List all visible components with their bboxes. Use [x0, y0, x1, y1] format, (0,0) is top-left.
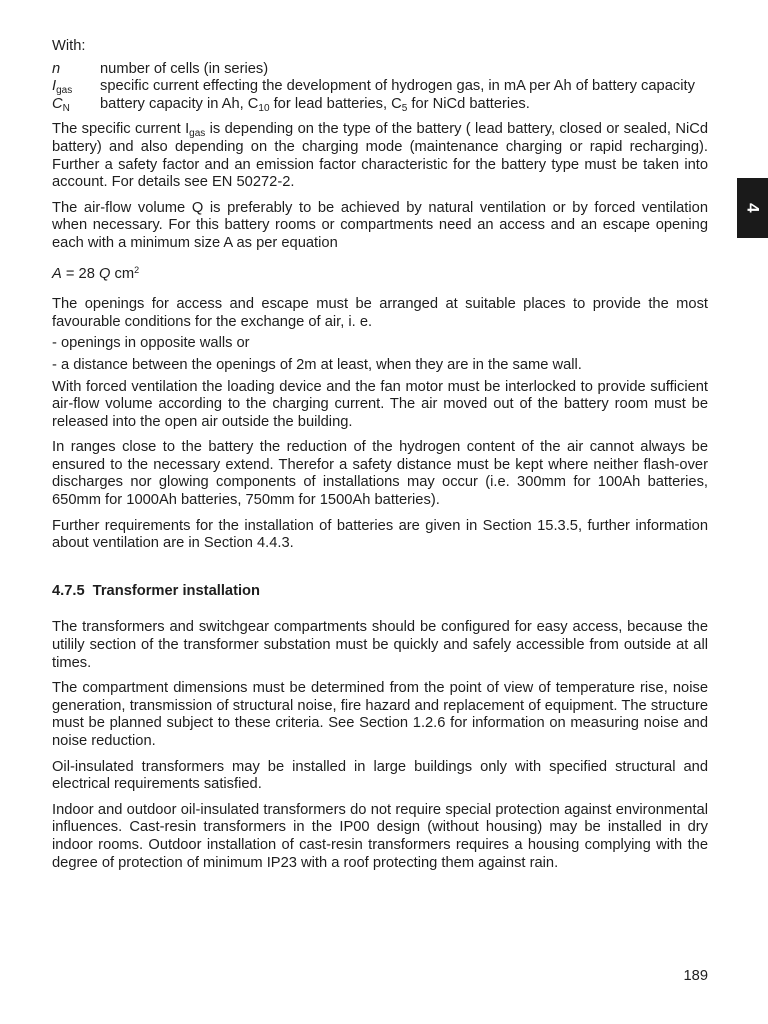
symbol-list — [52, 61, 708, 114]
intro-label: With: — [52, 38, 86, 54]
equation: A = 28 Q $cm^2$ — [52, 264, 140, 282]
page-number: 189 — [683, 968, 708, 984]
paragraph-airflow: The air-flow volume Q is preferably to be achieved by natural ventilation or by forced ventilation when necessary. For this battery rooms or compartments need an access and an escape opening each with a minimum size A as per equation — [52, 199, 708, 251]
symbol-row-n — [52, 61, 708, 79]
symbol-description: battery capacity in Ah, $C_{10}$ for lead batteries, $C_5$ for NiCd batteries. — [100, 95, 530, 114]
chapter-tab-label: 4 — [743, 203, 763, 213]
paragraph-oil-insulated: Oil-insulated transformers may be installed in large buildings only with specified structural and electrical requirements satisfied. — [52, 758, 708, 793]
symbol: $C_N$ — [52, 95, 70, 114]
paragraph-compartment-dimensions: The compartment dimensions must be determined from the point of view of temperature rise, noise generation, transmission of structural noise, fire hazard and replacement of equipment. The structure must be planned subject to these criteria. See Section 1.2.6 for information on measuring noise and noise reduction. — [52, 680, 708, 749]
symbol: n — [52, 60, 61, 77]
section-number: 4.7.5 — [52, 582, 85, 599]
symbol-row-cn — [52, 96, 708, 114]
paragraph-specific-current: The specific current $I_{gas}$ is depending on the type of the battery ( lead battery, closed or sealed, NiCd battery) and also depending on the charging mode (maintenance charging or rapid recharging). Further a safety factor and an emission factor characteristic for the battery type must be taken into account. For details see EN 50272-2. — [52, 121, 708, 191]
paragraph-openings: The openings for access and escape must be arranged at suitable places to provide the most favourable conditions for the exchange of air, i. e. — [52, 296, 708, 330]
section-title: Transformer installation — [92, 582, 260, 599]
page-content — [52, 38, 708, 872]
paragraph-safety-distance: In ranges close to the battery the reduction of the hydrogen content of the air cannot always be ensured to the necessary extend. Therefor a safety distance must be kept where neither flash-over discharges nor glowing components of installations may occur (i.e. 300mm for 100Ah batteries, 650mm for 1000Ah batteries, 750mm for 1500Ah batteries). — [52, 439, 708, 509]
paragraph-indoor-outdoor: Indoor and outdoor oil-insulated transformers do not require special protection against environmental influences. Cast-resin transformers in the IP00 design (without housing) may be installed in dry indoor rooms. Outdoor installation of cast-resin transformers requires a housing complying with the degree of protection of minimum IP23 with a roof protecting them against rain. — [52, 801, 708, 871]
paragraph-forced-ventilation: With forced ventilation the loading device and the fan motor must be interlocked to provide sufficient air-flow volume according to the charging current. The air moved out of the battery room must be released into the open air outside the building. — [52, 378, 708, 430]
paragraph-transformers: The transformers and switchgear compartments should be configured for easy access, because the utilily section of the transformer substation must be quickly and safely accessible from outside at all times. — [52, 619, 708, 671]
symbol: $I_{gas}$ — [52, 78, 73, 97]
bullet-item: - a distance between the openings of 2m at least, when they are in the same wall. — [52, 356, 582, 373]
chapter-tab — [737, 178, 768, 238]
symbol-description: number of cells (in series) — [100, 60, 269, 77]
bullet-item: - openings in opposite walls or — [52, 335, 250, 352]
symbol-row-igas — [52, 78, 708, 96]
section-heading — [52, 583, 708, 601]
symbol-description: specific current effecting the development of hydrogen gas, in mA per Ah of battery capacity — [100, 78, 695, 95]
paragraph-further-requirements: Further requirements for the installation of batteries are given in Section 15.3.5, further information about ventilation are in Section 4.4.3. — [52, 517, 708, 552]
